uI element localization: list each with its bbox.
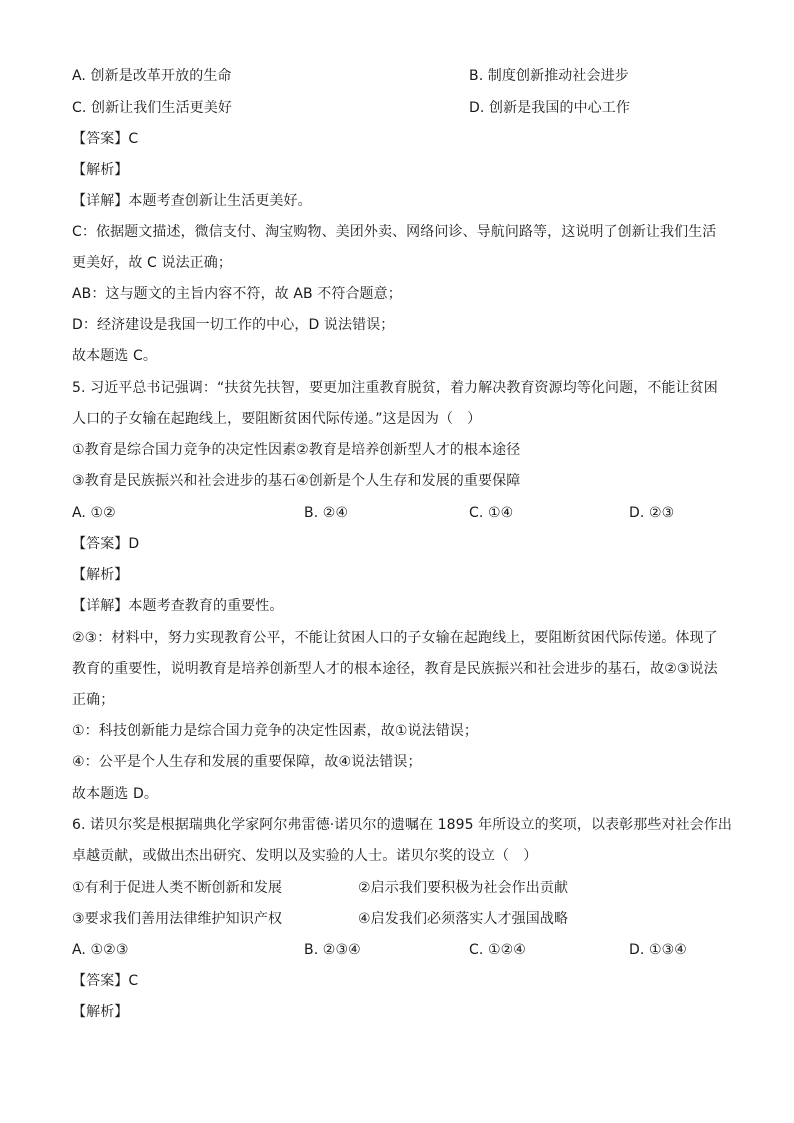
body-text: 正确；: [72, 692, 115, 708]
statement-row: [72, 878, 569, 898]
body-text: ④：公平是个人生存和发展的重要保障，故④说法错误；: [72, 754, 422, 770]
body-text: C：依据题文描述，微信支付、淘宝购物、美团外卖、网络问诊、导航问路等，这说明了创新让我们生活: [72, 224, 717, 240]
body-text: ①：科技创新能力是综合国力竞争的决定性因素，故①说法错误；: [72, 723, 478, 739]
option-b: B. ②③④: [304, 942, 361, 958]
statement-2: ②启示我们要积极为社会作出贡献: [358, 880, 569, 896]
answer-label: 【答案】C: [72, 973, 139, 989]
option-a: A. ①②: [72, 505, 116, 521]
option-d: D. ①③④: [629, 942, 687, 958]
analysis-label: 【解析】: [72, 162, 129, 178]
option-c: C. ①②④: [469, 942, 526, 958]
statement-4: ④启发我们必须落实人才强国战略: [358, 911, 569, 927]
analysis-label: 【解析】: [72, 1004, 129, 1020]
detail-text: 【详解】本题考查创新让生活更美好。: [72, 193, 312, 209]
question-5-cont: 人口的子女输在起跑线上，要阻断贫困代际传递。”这是因为（ ）: [72, 411, 482, 427]
answer-label: 【答案】D: [72, 536, 140, 552]
statement-row: ①教育是综合国力竞争的决定性因素②教育是培养创新型人才的根本途径: [72, 442, 521, 458]
body-text: 故本题选 C。: [72, 348, 157, 364]
option-d: D. 创新是我国的中心工作: [469, 100, 630, 116]
body-text: 更美好，故 C 说法正确；: [72, 255, 232, 271]
body-text: 教育的重要性，说明教育是培养创新型人才的根本途径，教育是民族振兴和社会进步的基石，故②③说法: [72, 661, 718, 677]
option-row: [72, 940, 687, 960]
body-text: 故本题选 D。: [72, 786, 158, 802]
option-row: [72, 98, 630, 118]
question-6-cont: 卓越贡献，或做出杰出研究、发明以及实验的人士。诺贝尔奖的设立（ ）: [72, 848, 538, 864]
analysis-label: 【解析】: [72, 567, 129, 583]
option-row: [72, 66, 629, 86]
option-b: B. ②④: [304, 505, 349, 521]
answer-label: 【答案】C: [72, 131, 139, 147]
option-b: B. 制度创新推动社会进步: [469, 68, 629, 84]
option-a: A. 创新是改革开放的生命: [72, 68, 232, 84]
question-6: 6. 诺贝尔奖是根据瑞典化学家阿尔弗雷德·诺贝尔的遗嘱在 1895 年所设立的奖项，以表彰那些对社会作出: [72, 817, 732, 833]
statement-row: ③教育是民族振兴和社会进步的基石④创新是个人生存和发展的重要保障: [72, 473, 521, 489]
detail-text: 【详解】本题考查教育的重要性。: [72, 598, 284, 614]
option-row: [72, 503, 675, 523]
body-text: D：经济建设是我国一切工作的中心，D 说法错误；: [72, 317, 395, 333]
option-c: C. 创新让我们生活更美好: [72, 100, 232, 116]
question-5: 5. 习近平总书记强调：“扶贫先扶智，要更加注重教育脱贫，着力解决教育资源均等化问题，不能让贫困: [72, 380, 718, 396]
option-a: A. ①②③: [72, 942, 129, 958]
statement-1: ①有利于促进人类不断创新和发展: [72, 880, 283, 896]
option-c: C. ①④: [469, 505, 514, 521]
statement-3: ③要求我们善用法律维护知识产权: [72, 911, 283, 927]
option-d: D. ②③: [629, 505, 675, 521]
body-text: ②③：材料中，努力实现教育公平，不能让贫困人口的子女输在起跑线上，要阻断贫困代际传递。体现了: [72, 630, 718, 646]
statement-row: [72, 909, 569, 929]
body-text: AB：这与题文的主旨内容不符，故 AB 不符合题意；: [72, 286, 402, 302]
